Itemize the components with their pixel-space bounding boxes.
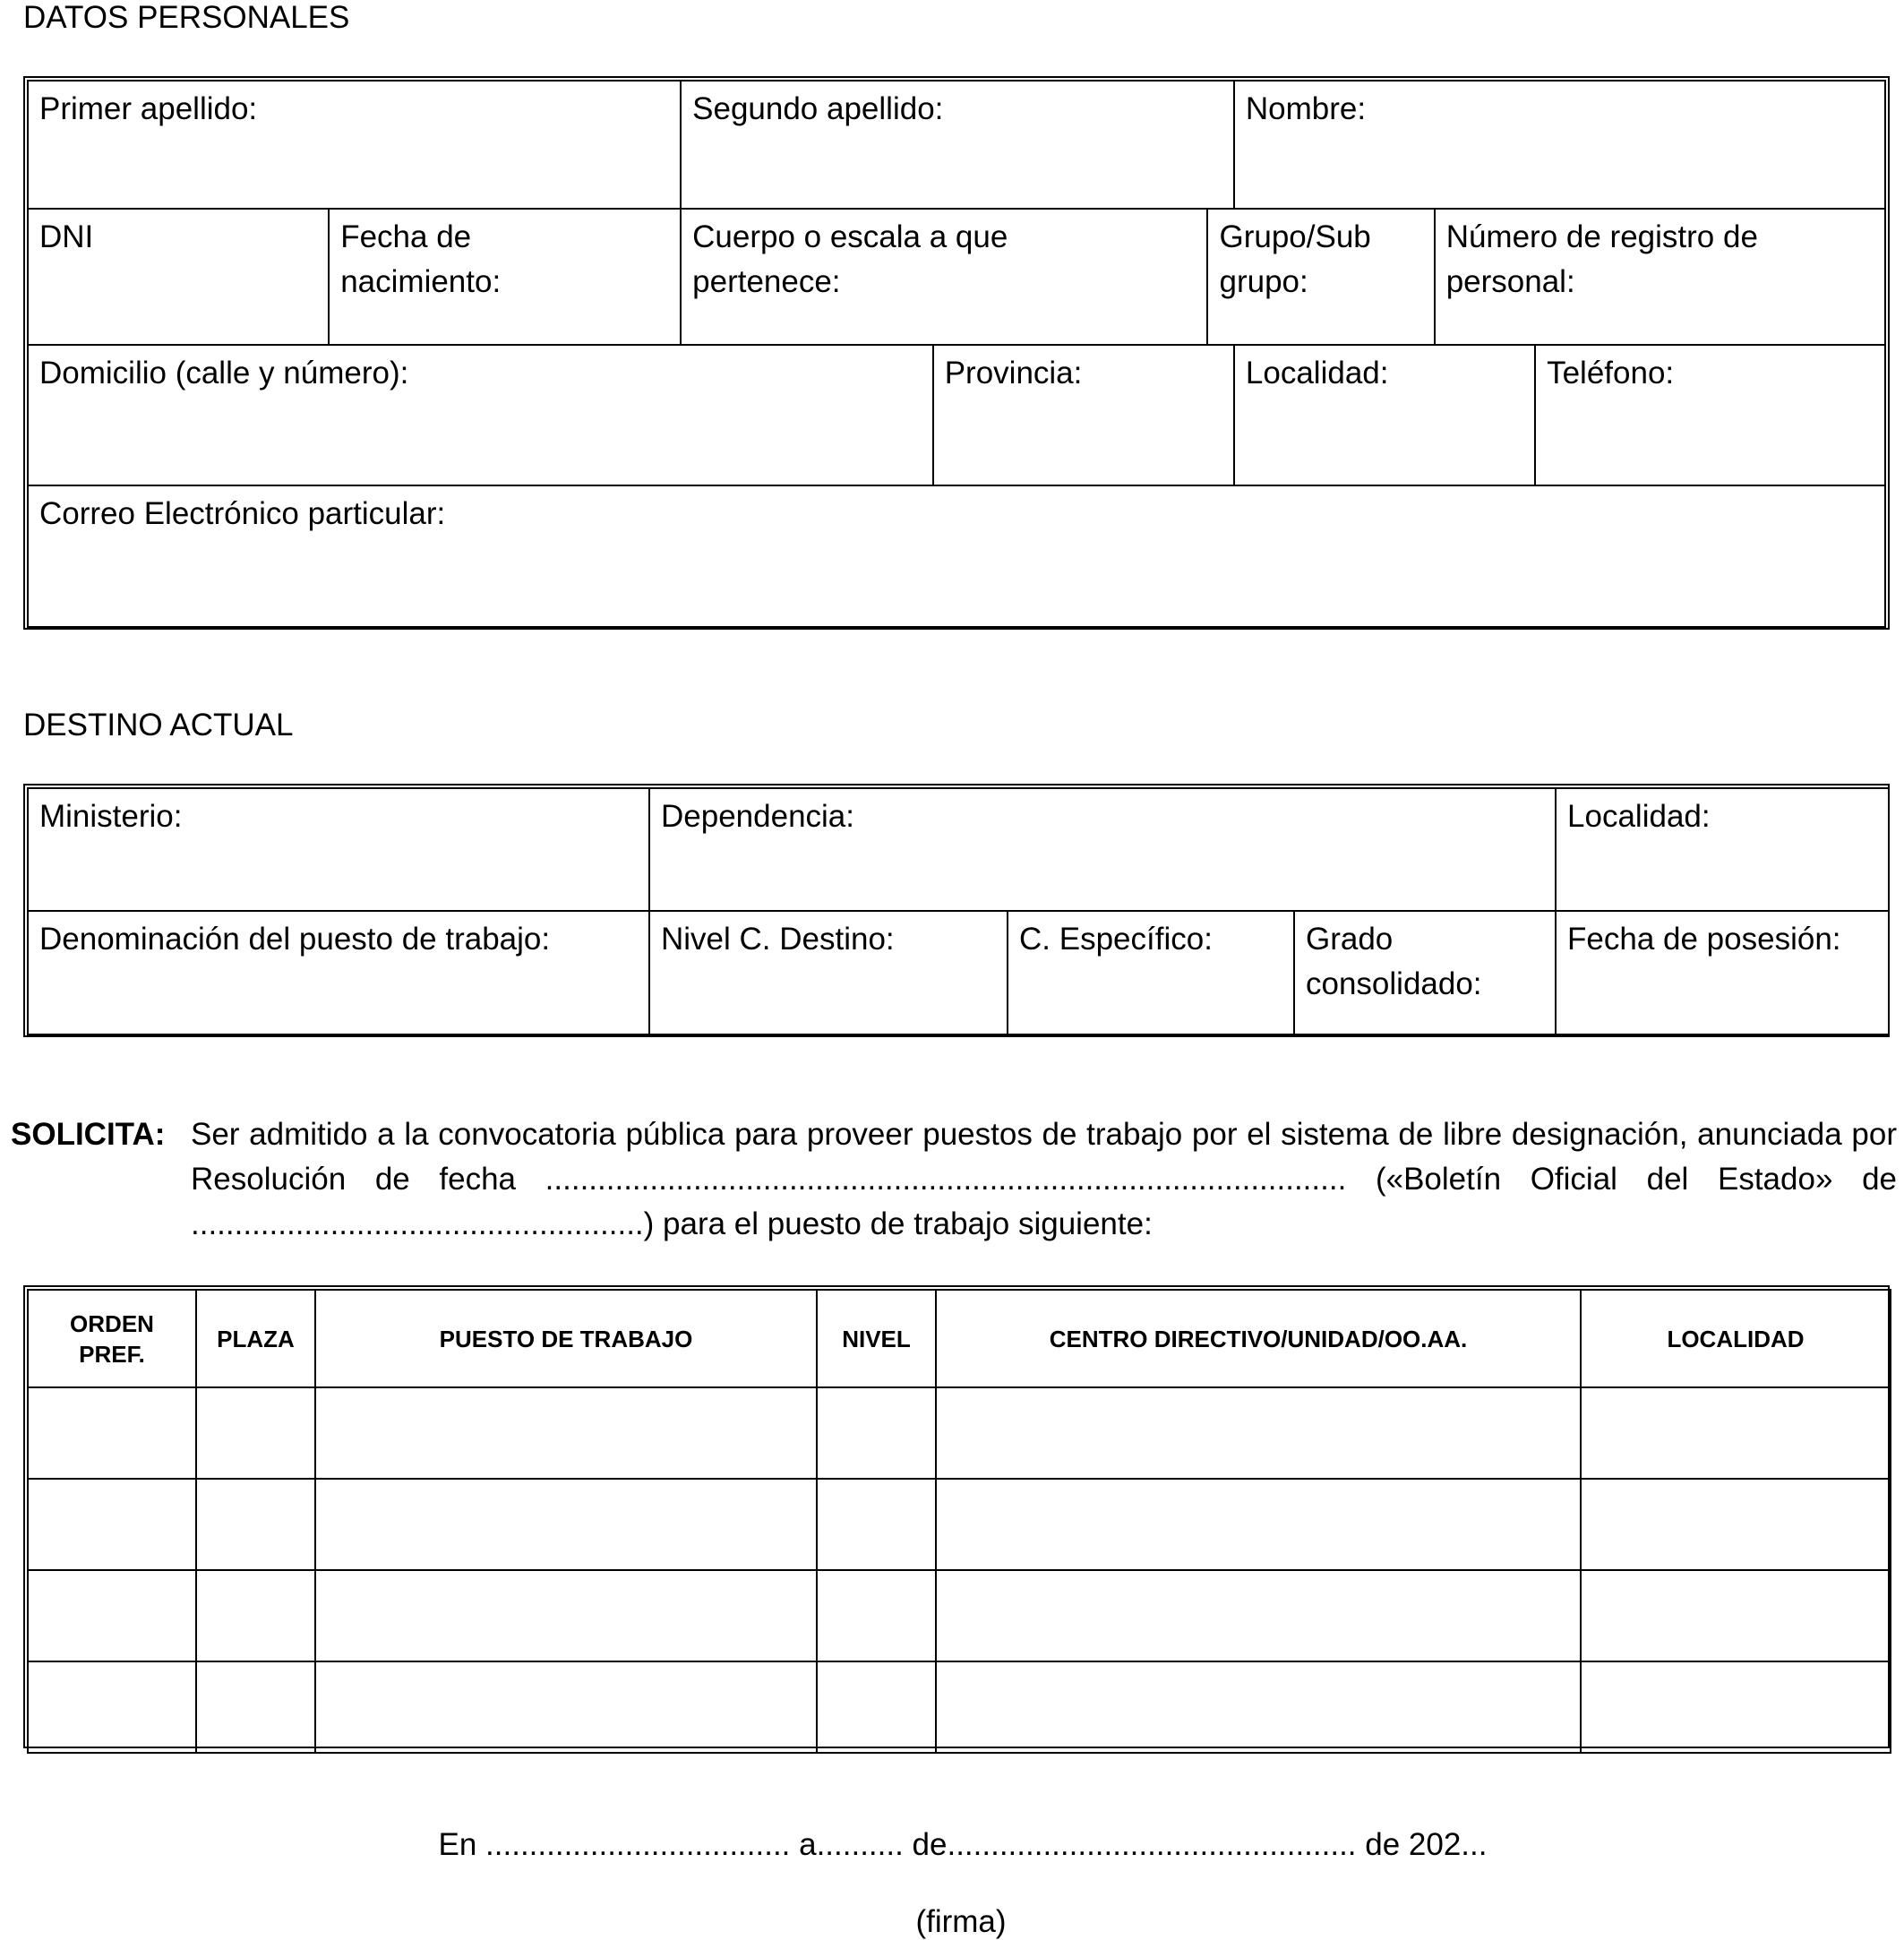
cell-localidad[interactable]: [1581, 1661, 1891, 1753]
cell-localidad[interactable]: [1581, 1479, 1891, 1570]
cell-centro[interactable]: [936, 1479, 1581, 1570]
cell-centro[interactable]: [936, 1570, 1581, 1661]
grado-label-1: Grado: [1306, 922, 1394, 957]
nombre-label: Nombre:: [1245, 91, 1367, 126]
denominacion-label: Denominación del puesto de trabajo:: [39, 922, 551, 957]
cell-centro[interactable]: [936, 1387, 1581, 1479]
fecha-nacimiento-field[interactable]: [329, 209, 681, 345]
cell-nivel[interactable]: [817, 1570, 936, 1661]
numero-registro-label: Número de registro de personal:: [1445, 219, 1758, 299]
cuerpo-escala-field[interactable]: [681, 209, 1207, 345]
firma-label: (firma): [915, 1904, 1007, 1939]
destino-actual-box: [23, 784, 1890, 1037]
localidad-label: Localidad:: [1245, 356, 1389, 391]
puestos-header-row: [28, 1290, 1891, 1387]
provincia-field[interactable]: [933, 345, 1234, 485]
primer-apellido-label: Primer apellido:: [39, 91, 258, 126]
puestos-table: [27, 1289, 1891, 1754]
dni-field[interactable]: [28, 209, 329, 345]
cell-puesto[interactable]: [315, 1570, 817, 1661]
header-orden: ORDEN: [70, 1309, 154, 1337]
domicilio-field[interactable]: [28, 345, 933, 485]
cell-nivel[interactable]: [817, 1661, 936, 1753]
denominacion-field[interactable]: [28, 911, 649, 1034]
cell-orden[interactable]: [28, 1479, 196, 1570]
grupo-label-2: grupo:: [1219, 264, 1308, 299]
header-puesto: PUESTO DE TRABAJO: [315, 1290, 817, 1387]
puestos-box: [23, 1285, 1890, 1748]
grado-label-2: consolidado:: [1306, 966, 1482, 1001]
solicita-text: Ser admitido a la convocatoria pública para proveer puestos de trabajo por el sistema de libre designación, anunciada por Resolución de fecha ............................................................................................ («Boletín Oficial del Estado» de ....................................................) para el puesto de trabajo siguiente:: [191, 1117, 1897, 1241]
segundo-apellido-field[interactable]: [681, 81, 1234, 209]
telefono-field[interactable]: [1535, 345, 1885, 485]
cell-plaza[interactable]: [196, 1570, 315, 1661]
cell-puesto[interactable]: [315, 1387, 817, 1479]
grupo-label-1: Grupo/Sub: [1219, 219, 1371, 254]
solicita-label: SOLICITA:: [11, 1117, 166, 1152]
datos-personales-table: [27, 80, 1886, 628]
cell-centro[interactable]: [936, 1661, 1581, 1753]
cell-orden[interactable]: [28, 1661, 196, 1753]
table-row: [28, 1479, 1891, 1570]
fecha-lugar-line: En ................................... a.......... de............................................... de 202...: [438, 1827, 1488, 1862]
cell-nivel[interactable]: [817, 1479, 936, 1570]
header-orden-pref: [28, 1290, 196, 1387]
especifico-label: C. Específico:: [1019, 922, 1213, 957]
destino-localidad-field[interactable]: [1556, 788, 1889, 911]
destino-actual-table: [27, 787, 1890, 1035]
destino-localidad-label: Localidad:: [1567, 799, 1711, 834]
dependencia-label: Dependencia:: [661, 799, 854, 834]
header-centro: CENTRO DIRECTIVO/UNIDAD/OO.AA.: [936, 1290, 1581, 1387]
telefono-label: Teléfono:: [1547, 356, 1675, 391]
cell-nivel[interactable]: [817, 1387, 936, 1479]
numero-registro-field[interactable]: [1435, 209, 1885, 345]
nombre-field[interactable]: [1234, 81, 1885, 209]
header-plaza: PLAZA: [196, 1290, 315, 1387]
nivel-destino-label: Nivel C. Destino:: [661, 922, 895, 957]
fecha-posesion-field[interactable]: [1556, 911, 1889, 1034]
cell-localidad[interactable]: [1581, 1387, 1891, 1479]
cell-orden[interactable]: [28, 1387, 196, 1479]
header-pref: PREF.: [79, 1340, 145, 1368]
section-title-destino-actual: DESTINO ACTUAL: [23, 708, 294, 743]
especifico-field[interactable]: [1008, 911, 1294, 1034]
grado-consolidado-field[interactable]: [1294, 911, 1556, 1034]
dependencia-field[interactable]: [649, 788, 1556, 911]
dni-label: DNI: [39, 219, 94, 254]
datos-personales-box: [23, 76, 1890, 630]
correo-field[interactable]: [28, 485, 1885, 627]
localidad-field[interactable]: [1234, 345, 1535, 485]
section-title-datos-personales: DATOS PERSONALES: [23, 0, 350, 35]
cell-localidad[interactable]: [1581, 1570, 1891, 1661]
fecha-nacimiento-label-2: nacimiento:: [340, 264, 502, 299]
correo-label: Correo Electrónico particular:: [39, 496, 446, 531]
cell-plaza[interactable]: [196, 1661, 315, 1753]
table-row: [28, 1387, 1891, 1479]
ministerio-label: Ministerio:: [39, 799, 183, 834]
table-row: [28, 1570, 1891, 1661]
segundo-apellido-label: Segundo apellido:: [692, 91, 944, 126]
cell-plaza[interactable]: [196, 1479, 315, 1570]
cell-plaza[interactable]: [196, 1387, 315, 1479]
header-localidad: LOCALIDAD: [1581, 1290, 1891, 1387]
cuerpo-label-1: Cuerpo o escala a que: [692, 219, 1008, 254]
provincia-label: Provincia:: [944, 356, 1083, 391]
nivel-destino-field[interactable]: [649, 911, 1008, 1034]
cell-orden[interactable]: [28, 1570, 196, 1661]
header-nivel: NIVEL: [817, 1290, 936, 1387]
cell-puesto[interactable]: [315, 1661, 817, 1753]
cell-puesto[interactable]: [315, 1479, 817, 1570]
grupo-subgrupo-field[interactable]: [1207, 209, 1434, 345]
ministerio-field[interactable]: [28, 788, 649, 911]
cuerpo-label-2: pertenece:: [692, 264, 841, 299]
domicilio-label: Domicilio (calle y número):: [39, 356, 409, 391]
table-row: [28, 1661, 1891, 1753]
primer-apellido-field[interactable]: [28, 81, 681, 209]
fecha-posesion-label: Fecha de posesión:: [1567, 922, 1841, 957]
fecha-nacimiento-label-1: Fecha de: [340, 219, 472, 254]
